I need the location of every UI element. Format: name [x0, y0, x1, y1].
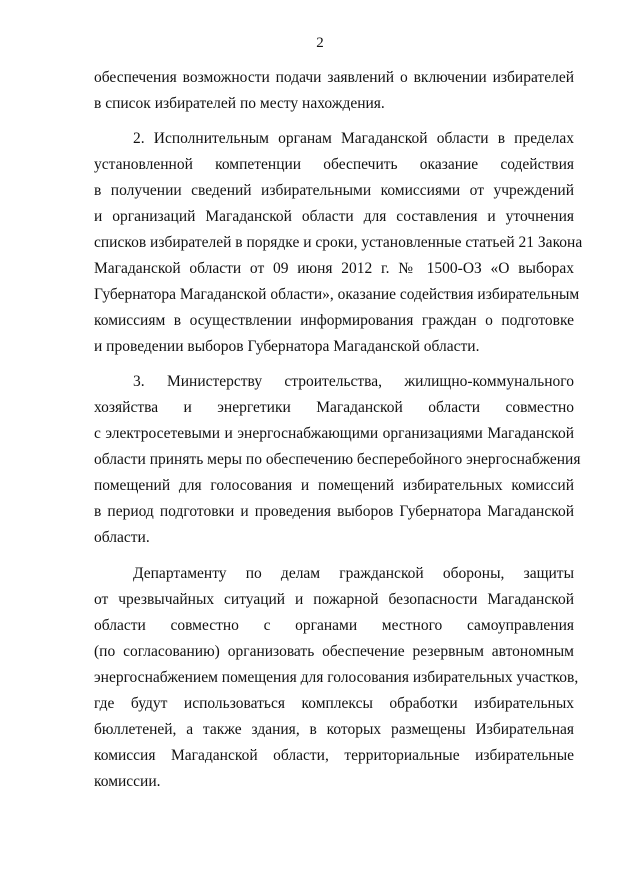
text-line: области принять меры по обеспечению бесперебойного энергоснабжения	[94, 451, 581, 468]
text-line: в период подготовки и проведения выборов Губернатора Магаданской	[94, 503, 574, 520]
page-number: 2	[316, 35, 324, 51]
text-line: в список избирателей по месту нахождения.	[94, 95, 385, 112]
text-line: 3. Министерству строительства, жилищно-коммунального	[133, 373, 574, 390]
text-line: списков избирателей в порядке и сроки, установленные статьей 21 Закона	[94, 234, 583, 251]
document-body	[94, 65, 583, 795]
text-line: обеспечения возможности подачи заявлений о включении избирателей	[94, 69, 574, 86]
paragraph	[94, 369, 581, 551]
text-line: комиссия Магаданской области, территориальные избирательные	[94, 747, 574, 764]
paragraph	[94, 561, 579, 795]
text-line: с электросетевыми и энергоснабжающими организациями Магаданской	[94, 425, 574, 442]
text-line: бюллетеней, а также здания, в которых размещены Избирательная	[94, 721, 574, 738]
text-line: области.	[94, 529, 150, 546]
text-line: области совместно с органами местного самоуправления	[94, 617, 574, 634]
text-line: Магаданской области от 09 июня 2012 г. № 1500-ОЗ «О выборах	[94, 260, 574, 277]
text-line: энергоснабжением помещения для голосования избирательных участков,	[94, 669, 579, 686]
text-line: 2. Исполнительным органам Магаданской области в пределах	[133, 130, 574, 147]
text-line: хозяйства и энергетики Магаданской области совместно	[94, 399, 574, 416]
text-line: комиссии.	[94, 773, 161, 790]
text-line: от чрезвычайных ситуаций и пожарной безопасности Магаданской	[94, 591, 574, 608]
text-line: и проведении выборов Губернатора Магаданской области.	[94, 338, 480, 355]
text-line: Губернатора Магаданской области», оказание содействия избирательным	[94, 286, 580, 303]
text-line: установленной компетенции обеспечить оказание содействия	[94, 156, 574, 173]
text-line: и организаций Магаданской области для составления и уточнения	[94, 208, 574, 225]
paragraph	[94, 65, 574, 117]
text-line: где будут использоваться комплексы обработки избирательных	[94, 695, 574, 712]
text-line: в получении сведений избирательными комиссиями от учреждений	[94, 182, 574, 199]
paragraph	[94, 126, 583, 360]
text-line: помещений для голосования и помещений избирательных комиссий	[94, 477, 574, 494]
text-line: (по согласованию) организовать обеспечение резервным автономным	[94, 643, 574, 660]
text-line: Департаменту по делам гражданской обороны, защиты	[133, 565, 574, 582]
text-line: комиссиям в осуществлении информирования граждан о подготовке	[94, 312, 574, 329]
